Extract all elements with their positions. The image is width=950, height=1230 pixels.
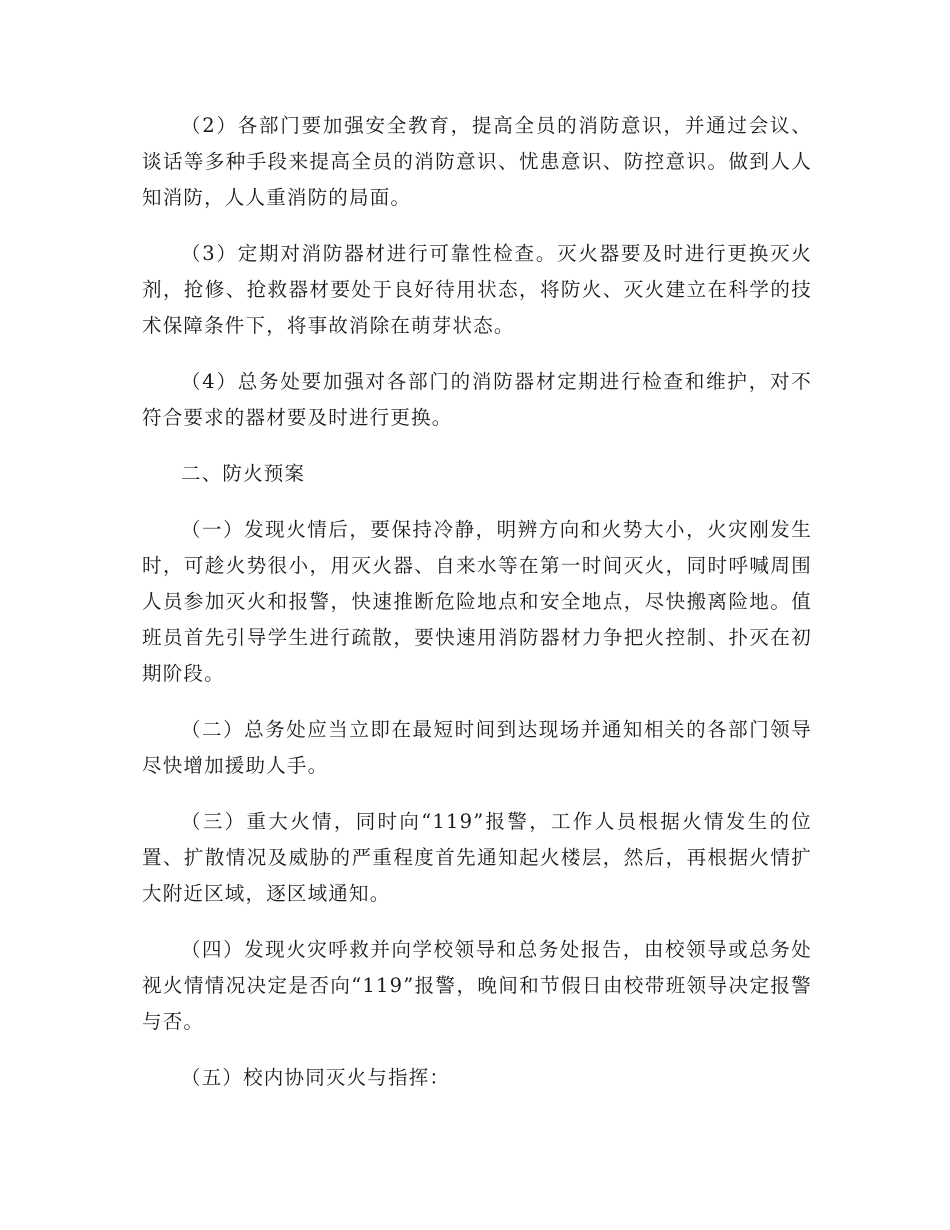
section-heading-fire-plan: 二、防火预案 (181, 462, 306, 485)
paragraph-plan-2: （二）总务处应当立即在最短时间到达现场并通知相关的各部门领导尽快增加援助人手。 (142, 718, 812, 777)
paragraph-plan-1: （一）发现火情后，要保持冷静，明辨方向和火势大小，火灾刚发生时，可趁火势很小，用灭火器、自来水等在第一时间灭火，同时呼喊周围人员参加灭火和报警，快速推断危险地点和安全地点，尽快搬离险地。值班员首先引导学生进行疏散，要快速用消防器材力争把火控制、扑灭在初期阶段。 (142, 518, 812, 685)
paragraph-item-3: （3）定期对消防器材进行可靠性检查。灭火器要及时进行更换灭火剂，抢修、抢救器材要处于良好待用状态，将防火、灭火建立在科学的技术保障条件下，将事故消除在萌芽状态。 (142, 242, 812, 337)
paragraph-plan-5: （五）校内协同灭火与指挥： (181, 1066, 451, 1089)
paragraph-plan-4: （四）发现火灾呼救并向学校领导和总务处报告，由校领导或总务处视火情情况决定是否向“119”报警，晚间和节假日由校带班领导决定报警与否。 (142, 938, 812, 1033)
paragraph-item-4: （4）总务处要加强对各部门的消防器材定期进行检查和维护，对不符合要求的器材要及时进行更换。 (142, 370, 812, 429)
document-body (142, 108, 812, 1116)
paragraph-item-2: （2）各部门要加强安全教育，提高全员的消防意识，并通过会议、谈话等多种手段来提高全员的消防意识、忧患意识、防控意识。做到人人知消防，人人重消防的局面。 (142, 114, 812, 209)
paragraph-plan-3: （三）重大火情，同时向“119”报警，工作人员根据火情发生的位置、扩散情况及威胁的严重程度首先通知起火楼层，然后，再根据火情扩大附近区域，逐区域通知。 (142, 810, 812, 905)
